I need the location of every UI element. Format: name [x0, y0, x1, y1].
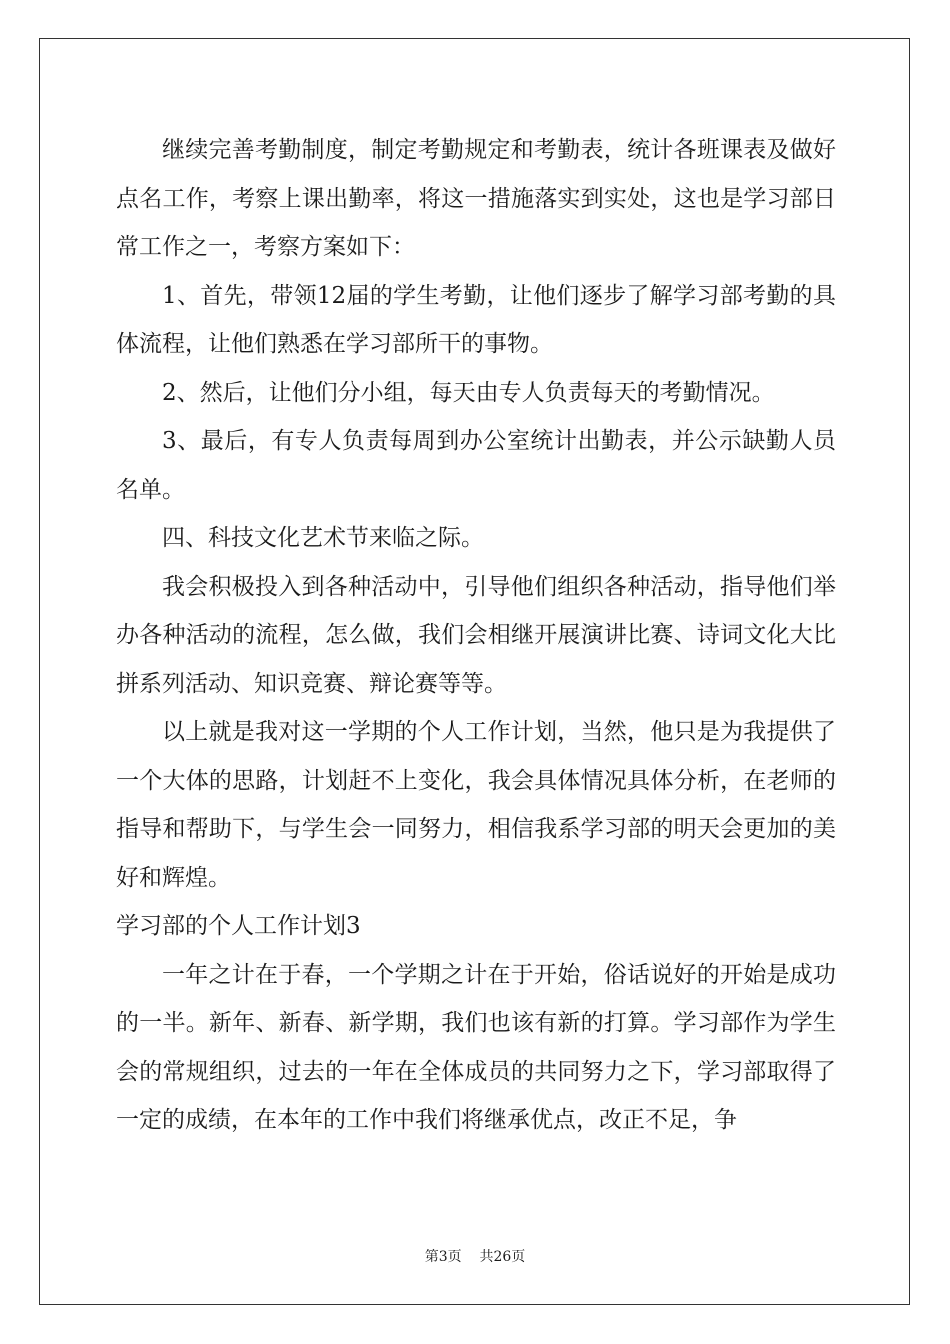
paragraph-activities: 我会积极投入到各种活动中，引导他们组织各种活动，指导他们举办各种活动的流程，怎么做，我们会相继开展演讲比赛、诗词文化大比拼系列活动、知识竞赛、辩论赛等等。 [116, 573, 836, 697]
paragraph-step-3: 3、最后，有专人负责每周到办公室统计出勤表，并公示缺勤人员名单。 [116, 428, 836, 503]
page-footer [0, 1246, 950, 1266]
paragraph-attendance: 继续完善考勤制度，制定考勤规定和考勤表，统计各班课表及做好点名工作，考察上课出勤率，将这一措施落实到实处，这也是学习部日常工作之一，考察方案如下： [116, 137, 836, 260]
paragraph-new-year: 一年之计在于春，一个学期之计在于开始，俗话说好的开始是成功的一半。新年、新春、新学期，我们也该有新的打算。学习部作为学生会的常规组织，过去的一年在全体成员的共同努力之下，学习部取得了一定的成绩，在本年的工作中我们将继承优点，改正不足，争 [116, 961, 836, 1133]
page-number: 第3页 [424, 1249, 462, 1265]
page-total: 共26页 [479, 1249, 526, 1265]
section-heading: 学习部的个人工作计划3 [116, 913, 361, 939]
paragraph-conclusion: 以上就是我对这一学期的个人工作计划，当然，他只是为我提供了一个大体的思路，计划赶不上变化，我会具体情况具体分析，在老师的指导和帮助下，与学生会一同努力，相信我系学习部的明天会更加的美好和辉煌。 [116, 719, 836, 891]
paragraph-step-1: 1、首先，带领12届的学生考勤，让他们逐步了解学习部考勤的具体流程，让他们熟悉在学习部所干的事物。 [116, 282, 836, 357]
paragraph-step-2: 2、然后，让他们分小组，每天由专人负责每天的考勤情况。 [162, 379, 775, 406]
document-body [116, 126, 836, 1145]
paragraph-section-four: 四、科技文化艺术节来临之际。 [162, 525, 484, 551]
